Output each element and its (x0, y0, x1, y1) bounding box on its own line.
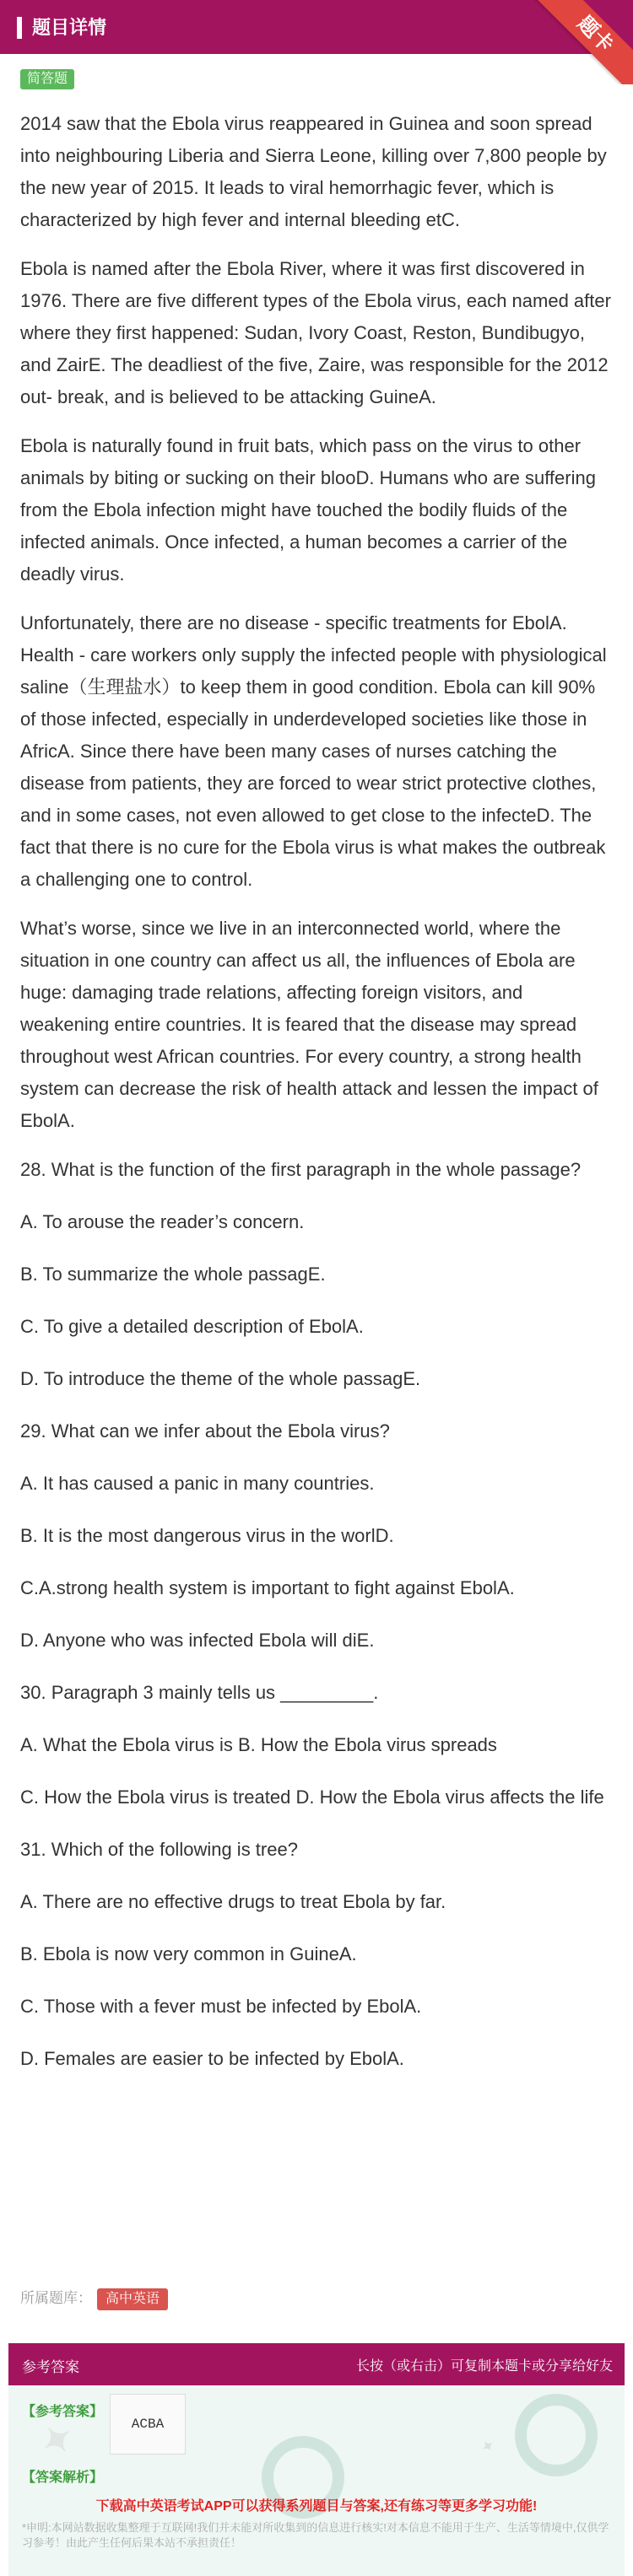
corner-ribbon[interactable] (532, 0, 633, 84)
watermark-swirl-icon (515, 2394, 598, 2476)
page-title: 题目详情 (32, 17, 107, 38)
option-line: B. Ebola is now very common in GuineA. (20, 1943, 357, 1964)
question-content (20, 108, 611, 2095)
question-source (20, 2286, 168, 2310)
watermark: ✦ (477, 2435, 500, 2459)
reference-answer-label: 【参考答案】 (22, 2405, 104, 2419)
answer-image: ACBA (110, 2394, 186, 2455)
app-promo-link[interactable]: 下载高中英语考试APP可以获得系列题目与答案,还有练习等更多学习功能! (95, 2499, 538, 2514)
option-line: A. It has caused a panic in many countries. (20, 1473, 375, 1494)
ribbon-label: 题卡 (533, 0, 633, 84)
question-line: 31. Which of the following is tree? (20, 1839, 298, 1860)
option-line: D. Females are easier to be infected by EbolA. (20, 2048, 404, 2069)
passage-paragraph: Unfortunately, there are no disease - specific treatments for EbolA. Health - care workers only supply the infected people with physiological saline（生理盐水）to keep them in good condition. Ebola can kill 90% of those infected, especially in underdeveloped societies like those in AfricA. Since there have been many cases of nurses catching the disease from patients, they are forced to wear strict protective clothes, and in some cases, not even allowed to get close to the infecteD. The fact that there is no cure for the Ebola virus is what makes the outbreak a challenging one to control. (20, 612, 607, 890)
option-line: D. Anyone who was infected Ebola will diE. (20, 1630, 375, 1651)
answer-body (8, 2385, 625, 2576)
question-line: 29. What can we infer about the Ebola virus? (20, 1420, 390, 1442)
passage-paragraph: 2014 saw that the Ebola virus reappeared in Guinea and soon spread into neighbouring Liberia and Sierra Leone, killing over 7,800 people by the new year of 2015. It leads to viral hemorrhagic fever, which is characterized by high fever and internal bleeding etC. (20, 113, 607, 230)
option-line: A. What the Ebola virus is B. How the Ebola virus spreads (20, 1734, 497, 1755)
header-accent-bar (17, 17, 22, 39)
answer-header-title: 参考答案 (22, 2359, 79, 2375)
option-line: C. Those with a fever must be infected by EbolA. (20, 1996, 422, 2017)
option-line: B. To summarize the whole passagE. (20, 1264, 326, 1285)
option-line: A. To arouse the reader’s concern. (20, 1211, 305, 1232)
option-line: C. How the Ebola virus is treated D. How the Ebola virus affects the life (20, 1786, 604, 1808)
source-label: 所属题库： (20, 2290, 92, 2306)
watermark: ✦ (33, 2414, 83, 2467)
option-line: C.A.strong health system is important to fight against EbolA. (20, 1577, 515, 1598)
option-line: A. There are no effective drugs to treat Ebola by far. (20, 1891, 446, 1912)
answer-header-hint: 长按（或右击）可复制本题卡或分享给好友 (355, 2359, 613, 2374)
option-line: C. To give a detailed description of EbolA. (20, 1316, 364, 1337)
question-line: 28. What is the function of the first paragraph in the whole passage? (20, 1159, 582, 1180)
passage-paragraph: Ebola is naturally found in fruit bats, which pass on the virus to other animals by biting or sucking on their blooD. Humans who are suffering from the Ebola infection might have touched the bodily fluids of the infected animals. Once infected, a human becomes a carrier of the deadly virus. (20, 435, 596, 585)
passage-paragraph: What’s worse, since we live in an interconnected world, where the situation in one country can affect us all, the influences of Ebola are huge: damaging trade relations, affecting foreign visitors, and weakening entire countries. It is feared that the disease may spread throughout west African countries. For every country, a strong health system can decrease the risk of health attack and lessen the impact of EbolA. (20, 918, 598, 1131)
answer-header (8, 2343, 625, 2385)
disclaimer-text: *申明:本网站数据收集整理于互联网!我们并未能对所收集到的信息进行核实!对本信息不能用于生产、生活等情境中,仅供学习参考！由此产生任何后果本站不承担责任！ (22, 2521, 609, 2549)
question-type-badge: 简答题 (20, 69, 74, 89)
analysis-label: 【答案解析】 (22, 2471, 104, 2485)
question-line: 30. Paragraph 3 mainly tells us _________. (20, 1682, 379, 1703)
passage-paragraph: Ebola is named after the Ebola River, where it was first discovered in 1976. There are five different types of the Ebola virus, each named after where they first happened: Sudan, Ivory Coast, Reston, Bundibugyo, and ZairE. The deadliest of the five, Zaire, was responsible for the 2012 out- break, and is believed to be attacking GuineA. (20, 258, 611, 407)
option-line: D. To introduce the theme of the whole passagE. (20, 1368, 421, 1389)
source-badge[interactable]: 高中英语 (97, 2288, 168, 2310)
option-line: B. It is the most dangerous virus in the worlD. (20, 1525, 394, 1546)
